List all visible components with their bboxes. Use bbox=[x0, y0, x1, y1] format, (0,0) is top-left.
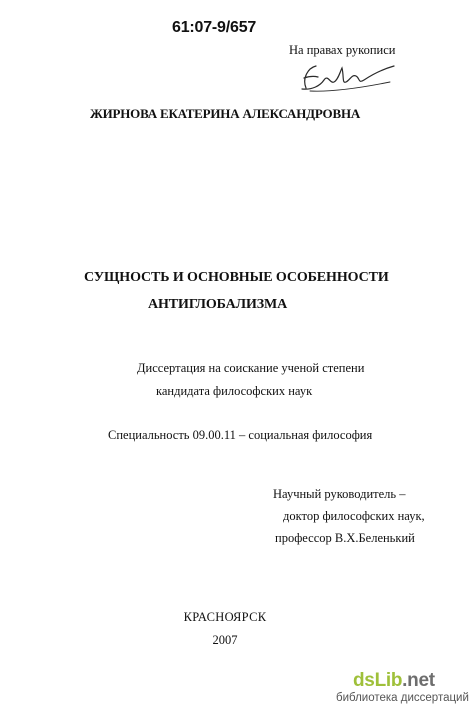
watermark-logo bbox=[353, 670, 435, 692]
publication-year: 2007 bbox=[212, 633, 238, 647]
degree-statement-line-2: кандидата философских наук bbox=[156, 384, 313, 398]
thesis-title-line-1: СУЩНОСТЬ И ОСНОВНЫЕ ОСОБЕННОСТИ bbox=[84, 270, 389, 285]
supervisor-line-1: Научный руководитель – bbox=[273, 487, 406, 501]
watermark-tld: .net bbox=[402, 670, 435, 691]
specialty-line: Специальность 09.00.11 – социальная философия bbox=[108, 428, 373, 442]
library-code: 61:07-9/657 bbox=[172, 19, 257, 36]
handwritten-signature bbox=[290, 58, 400, 96]
supervisor-line-3: профессор В.Х.Беленький bbox=[275, 531, 415, 545]
watermark-brand: dsLib bbox=[353, 670, 403, 691]
rights-note: На правах рукописи bbox=[289, 43, 396, 57]
thesis-title-line-2: АНТИГЛОБАЛИЗМА bbox=[148, 297, 288, 312]
city-name: КРАСНОЯРСК bbox=[183, 610, 267, 624]
supervisor-line-2: доктор философских наук, bbox=[283, 509, 425, 523]
watermark-subtitle: библиотека диссертаций bbox=[336, 692, 469, 704]
author-name: ЖИРНОВА ЕКАТЕРИНА АЛЕКСАНДРОВНА bbox=[89, 106, 361, 121]
degree-statement-line-1: Диссертация на соискание ученой степени bbox=[137, 361, 365, 375]
